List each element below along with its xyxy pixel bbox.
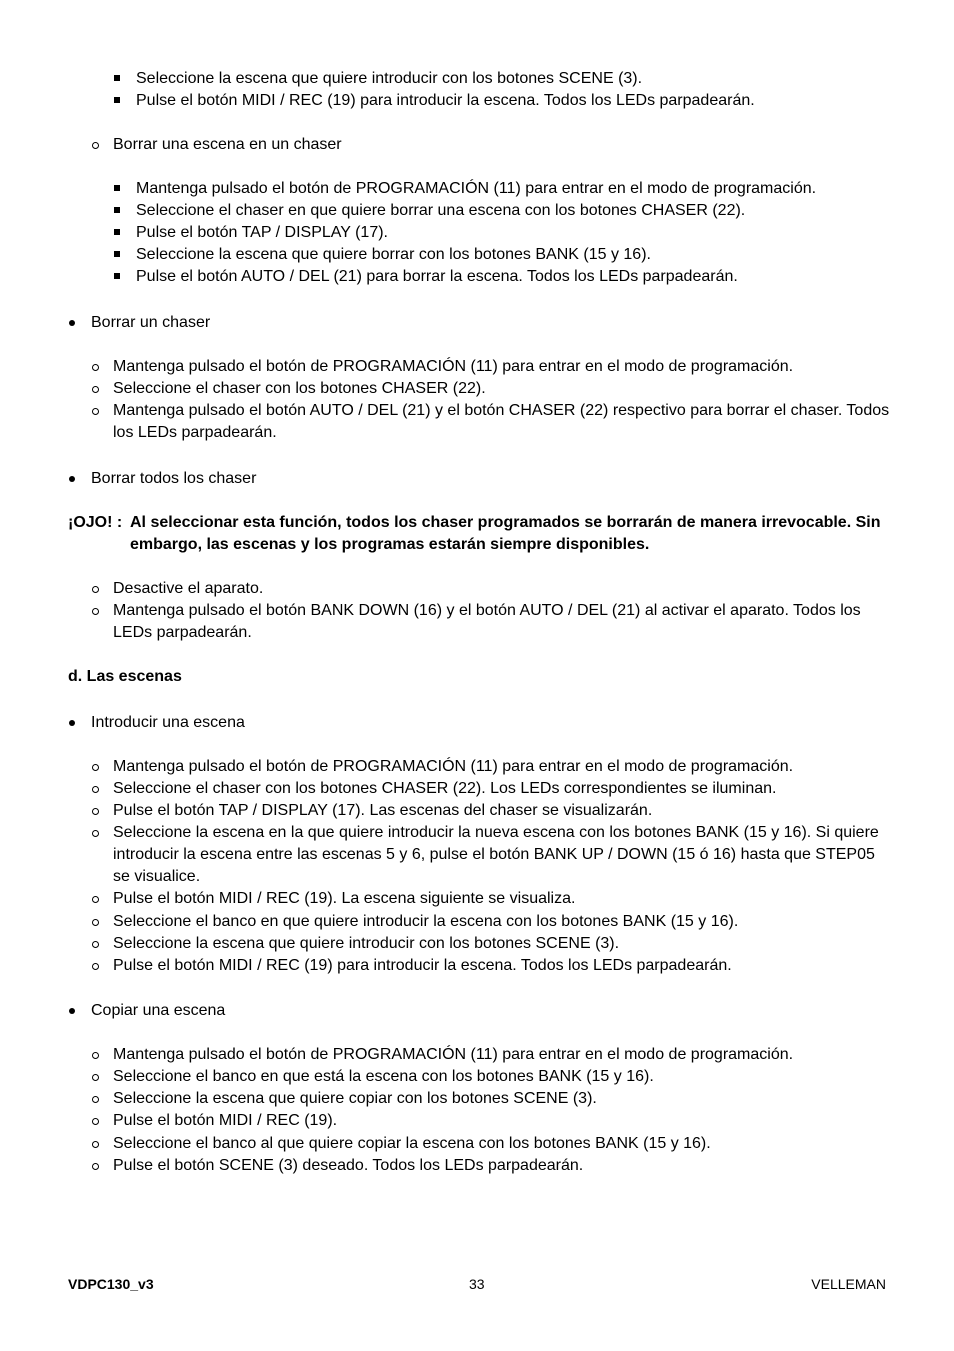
circle-bullet-icon — [92, 786, 99, 793]
section-title: d. Las escenas — [68, 668, 182, 685]
footer-brand: VELLEMAN — [811, 1276, 886, 1292]
circle-bullet-icon — [92, 364, 99, 371]
circle-bullet-icon — [92, 1163, 99, 1170]
section-heading: Copiar una escena — [91, 1002, 226, 1019]
list-item: Pulse el botón TAP / DISPLAY (17). — [136, 224, 388, 241]
list-item: Pulse el botón MIDI / REC (19) para introducir la escena. Todos los LEDs parpadearán. — [136, 92, 755, 109]
circle-bullet-icon — [92, 764, 99, 771]
list-item: Seleccione el banco en que está la escena con los botones BANK (15 y 16). — [113, 1068, 654, 1085]
square-bullet-icon — [114, 251, 120, 257]
circle-bullet-icon — [92, 830, 99, 837]
warning-text: Al seleccionar esta función, todos los chaser programados se borrarán de manera irrevocable. Sin — [130, 514, 881, 531]
list-item: Mantenga pulsado el botón de PROGRAMACIÓN (11) para entrar en el modo de programación. — [136, 180, 817, 197]
circle-bullet-icon — [92, 1141, 99, 1148]
list-item: Seleccione la escena que quiere introducir con los botones SCENE (3). — [136, 70, 643, 87]
list-item-continuation: LEDs parpadearán. — [113, 624, 252, 641]
bullet-dot-icon — [69, 720, 75, 726]
list-item: Pulse el botón SCENE (3) deseado. Todos los LEDs parpadearán. — [113, 1157, 584, 1174]
list-item-continuation: se visualice. — [113, 868, 201, 885]
list-item: Mantenga pulsado el botón de PROGRAMACIÓN (11) para entrar en el modo de programación. — [113, 358, 794, 375]
section-heading: Introducir una escena — [91, 714, 245, 731]
square-bullet-icon — [114, 185, 120, 191]
section-heading: Borrar un chaser — [91, 314, 211, 331]
list-item: Pulse el botón MIDI / REC (19) para introducir la escena. Todos los LEDs parpadearán. — [113, 957, 732, 974]
subsection-heading: Borrar una escena en un chaser — [113, 136, 342, 153]
list-item: Seleccione el chaser en que quiere borrar una escena con los botones CHASER (22). — [136, 202, 746, 219]
list-item: Pulse el botón MIDI / REC (19). — [113, 1112, 338, 1129]
circle-bullet-icon — [92, 808, 99, 815]
square-bullet-icon — [114, 273, 120, 279]
square-bullet-icon — [114, 207, 120, 213]
list-item: Seleccione el chaser con los botones CHASER (22). Los LEDs correspondientes se iluminan. — [113, 780, 777, 797]
circle-bullet-icon — [92, 963, 99, 970]
list-item: Mantenga pulsado el botón BANK DOWN (16) y el botón AUTO / DEL (21) al activar el aparato. Todos los — [113, 602, 861, 619]
footer-model: VDPC130_v3 — [68, 1276, 154, 1292]
circle-bullet-icon — [92, 919, 99, 926]
bullet-dot-icon — [69, 476, 75, 482]
page-number: 33 — [469, 1276, 485, 1292]
section-heading: Borrar todos los chaser — [91, 470, 257, 487]
bullet-dot-icon — [69, 320, 75, 326]
list-item: Pulse el botón TAP / DISPLAY (17). Las escenas del chaser se visualizarán. — [113, 802, 653, 819]
bullet-dot-icon — [69, 1008, 75, 1014]
warning-label: ¡OJO! : — [68, 514, 123, 531]
list-item: Seleccione la escena que quiere borrar con los botones BANK (15 y 16). — [136, 246, 651, 263]
square-bullet-icon — [114, 229, 120, 235]
square-bullet-icon — [114, 97, 120, 103]
list-item: Seleccione la escena que quiere copiar con los botones SCENE (3). — [113, 1090, 597, 1107]
list-item-continuation: introducir la escena entre las escenas 5 y 6, pulse el botón BANK UP / DOWN (15 ó 16) hasta que STEP05 — [113, 846, 875, 863]
list-item: Desactive el aparato. — [113, 580, 264, 597]
list-item-continuation: los LEDs parpadearán. — [113, 424, 277, 441]
circle-bullet-icon — [92, 941, 99, 948]
circle-bullet-icon — [92, 1118, 99, 1125]
list-item: Seleccione el banco al que quiere copiar la escena con los botones BANK (15 y 16). — [113, 1135, 711, 1152]
list-item: Mantenga pulsado el botón de PROGRAMACIÓN (11) para entrar en el modo de programación. — [113, 758, 794, 775]
list-item: Seleccione el banco en que quiere introducir la escena con los botones BANK (15 y 16). — [113, 913, 739, 930]
list-item: Seleccione la escena en la que quiere introducir la nueva escena con los botones BANK (15 y 16). Si quiere — [113, 824, 879, 841]
circle-bullet-icon — [92, 586, 99, 593]
circle-bullet-icon — [92, 142, 99, 149]
list-item: Pulse el botón MIDI / REC (19). La escena siguiente se visualiza. — [113, 890, 576, 907]
circle-bullet-icon — [92, 1052, 99, 1059]
circle-bullet-icon — [92, 408, 99, 415]
list-item: Seleccione la escena que quiere introducir con los botones SCENE (3). — [113, 935, 620, 952]
list-item: Pulse el botón AUTO / DEL (21) para borrar la escena. Todos los LEDs parpadearán. — [136, 268, 738, 285]
circle-bullet-icon — [92, 1074, 99, 1081]
square-bullet-icon — [114, 75, 120, 81]
list-item: Seleccione el chaser con los botones CHASER (22). — [113, 380, 486, 397]
circle-bullet-icon — [92, 896, 99, 903]
list-item: Mantenga pulsado el botón de PROGRAMACIÓN (11) para entrar en el modo de programación. — [113, 1046, 794, 1063]
circle-bullet-icon — [92, 608, 99, 615]
warning-text: embargo, las escenas y los programas estarán siempre disponibles. — [130, 536, 650, 553]
circle-bullet-icon — [92, 386, 99, 393]
circle-bullet-icon — [92, 1096, 99, 1103]
list-item: Mantenga pulsado el botón AUTO / DEL (21) y el botón CHASER (22) respectivo para borrar el chaser. Todos — [113, 402, 890, 419]
